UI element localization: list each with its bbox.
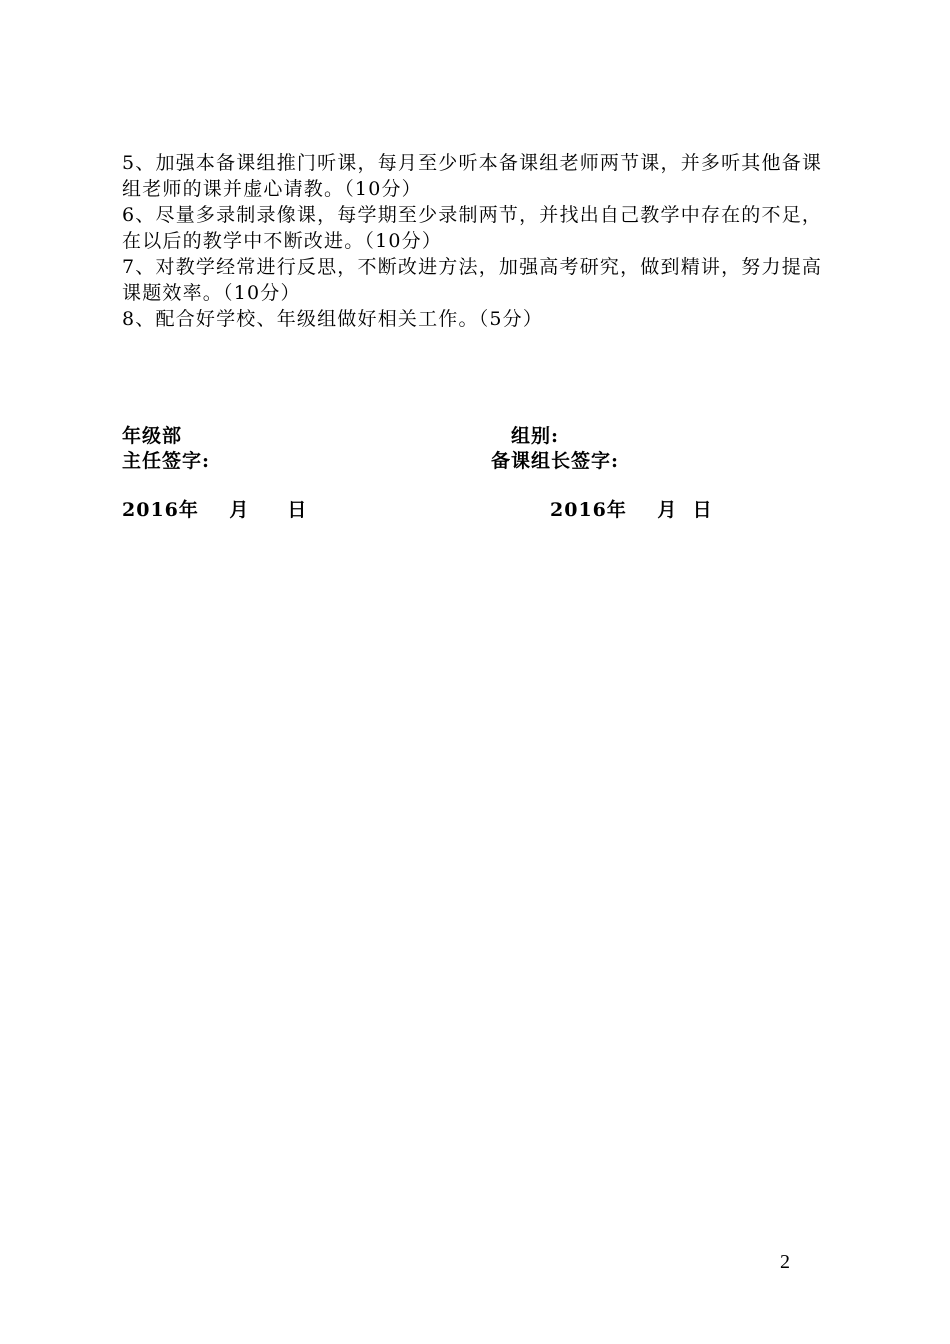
list-item-7: 7、对教学经常进行反思，不断改进方法，加强高考研究，做到精讲，努力提高课题效率。（10分） bbox=[122, 256, 823, 304]
group-leader-signature-label: 备课组长签字: bbox=[491, 450, 620, 472]
page-number: 2 bbox=[780, 1251, 790, 1273]
group-label: 组别: bbox=[511, 425, 560, 447]
right-date-line: 2016年 月 日 bbox=[550, 499, 713, 521]
list-item-5: 5、加强本备课组推门听课，每月至少听本备课组老师两节课，并多听其他备课组老师的课并虚心请教。（10分） bbox=[122, 152, 823, 200]
list-item-6: 6、尽量多录制录像课，每学期至少录制两节，并找出自己教学中存在的不足，在以后的教学中不断改进。（10分） bbox=[122, 204, 823, 252]
left-date-line: 2016年 月 日 bbox=[122, 499, 308, 521]
director-signature-label: 主任签字: bbox=[122, 450, 211, 472]
grade-dept-label: 年级部 bbox=[122, 425, 183, 447]
list-item-8: 8、配合好学校、年级组做好相关工作。（5分） bbox=[122, 308, 544, 330]
